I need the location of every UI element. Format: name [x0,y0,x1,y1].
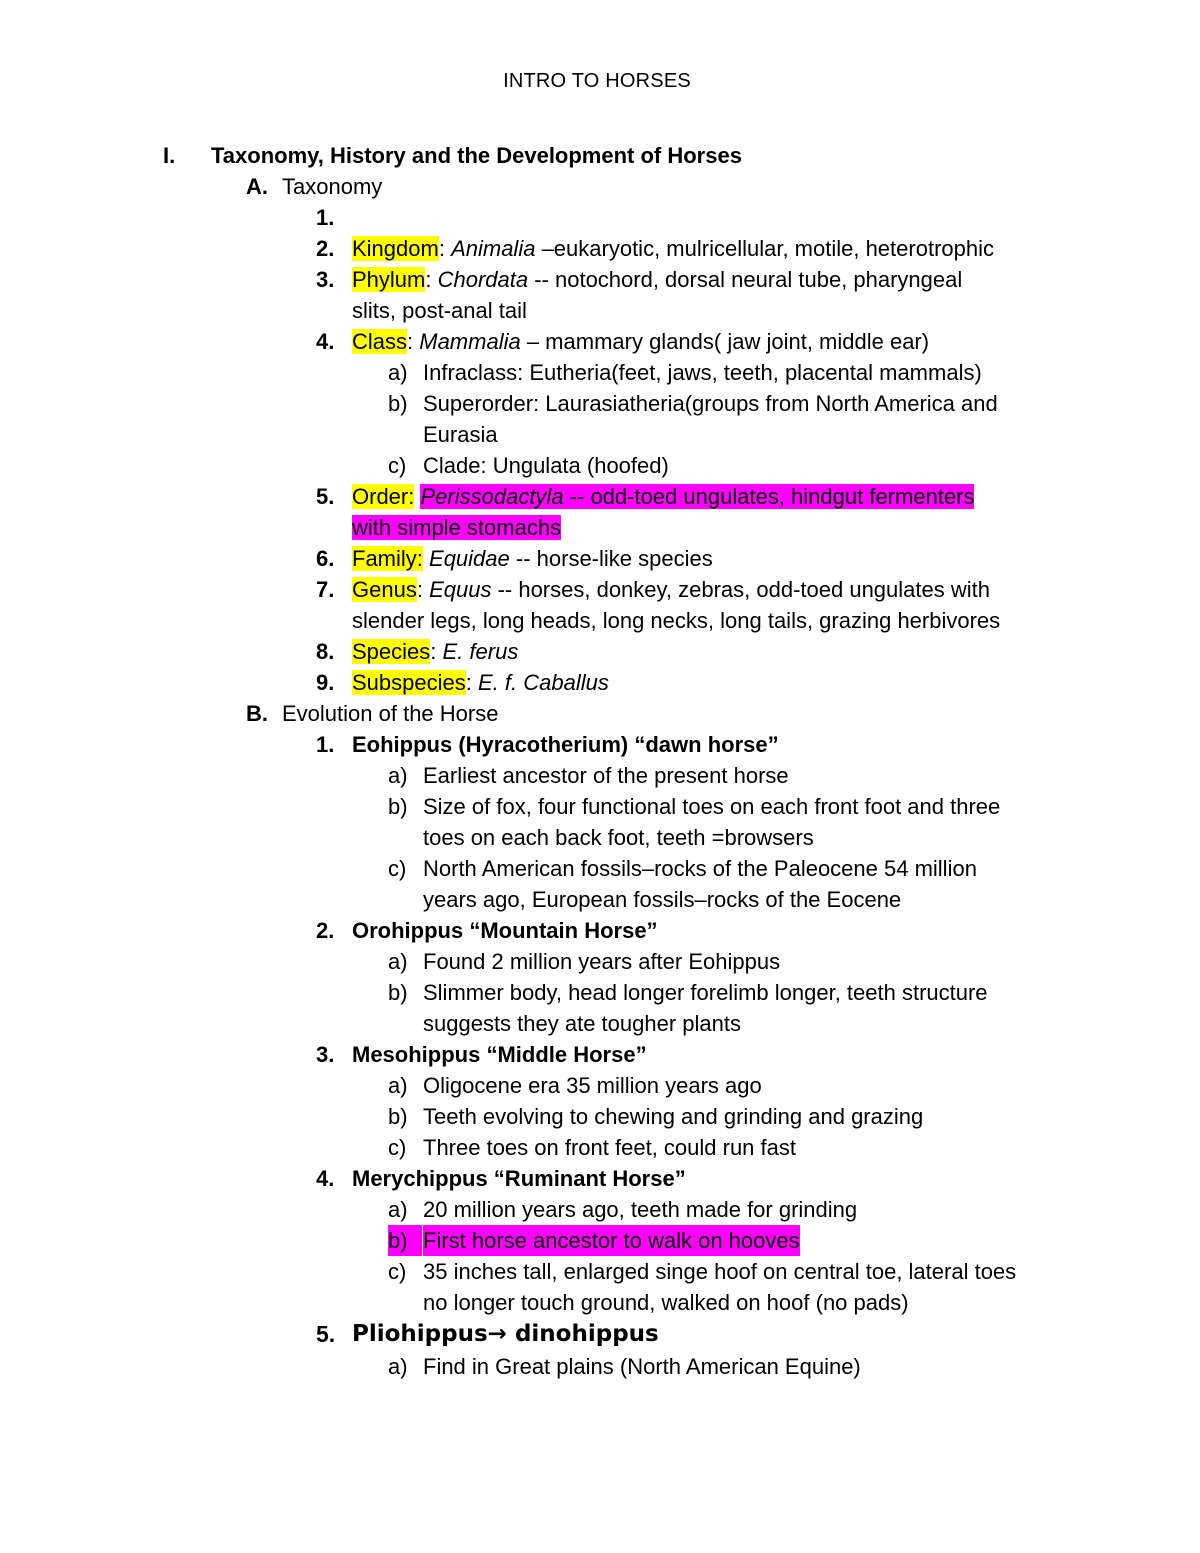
number-marker: 9. [316,670,335,695]
list-item-pliohippus [0,1318,1200,1351]
sub-item-text: Infraclass: Eutheria(feet, jaws, teeth, placental mammals) [423,360,982,385]
number-marker: 8. [316,639,335,664]
sub-item [0,760,1200,791]
sub-item [0,791,1200,822]
rank-label: Order: [352,484,415,509]
separator: : [430,639,443,664]
sub-item-text: Clade: Ungulata (hoofed) [423,453,669,478]
sub-item-continuation [0,884,1200,915]
sub-item-continuation [0,1287,1200,1318]
description: slits, post-anal tail [352,298,527,323]
letter-marker: c) [388,453,407,478]
rank-label: Phylum [352,267,426,292]
list-item-text [352,636,518,667]
number-marker: 1. [316,732,335,757]
sub-item-text: Slimmer body, head longer forelimb longer, teeth structure [423,980,988,1005]
sub-item-continuation [0,419,1200,450]
description: -- horses, donkey, zebras, odd-toed ungulates with [491,577,990,602]
sub-item-text: suggests they ate tougher plants [423,1011,741,1036]
sub-item-text: toes on each back foot, teeth =browsers [423,825,814,850]
number-marker: 3. [316,267,335,292]
subsection-title: Taxonomy [282,174,383,199]
number-marker: 4. [316,1166,335,1191]
separator: : [465,670,478,695]
rank-label: Genus [352,577,417,602]
sub-item [0,450,1200,481]
sub-item-text: Superorder: Laurasiatheria(groups from North America and [423,391,998,416]
description: with simple stomachs [352,515,562,540]
latin-name: Chordata [437,267,529,292]
letter-marker: a) [388,1354,408,1379]
sub-item-text: years ago, European fossils–rocks of the Eocene [423,887,902,912]
separator: : [438,236,452,261]
sub-item-text: First horse ancestor to walk on hooves [423,1225,800,1256]
sub-item-text: Eurasia [423,422,498,447]
sub-item-text: Three toes on front feet, could run fast [423,1135,796,1160]
letter-marker: a) [388,1197,408,1222]
list-item-text [352,233,994,264]
latin-name: E. f. Caballus [477,670,609,695]
list-item-text: Merychippus “Ruminant Horse” [352,1166,686,1191]
letter-marker: a) [388,949,408,974]
list-item-eohippus [0,729,1200,760]
list-item-text [352,481,974,512]
rank-label: Species [352,639,431,664]
letter-marker: b) [388,980,408,1005]
sub-item [0,1101,1200,1132]
list-item-kingdom [0,233,1200,264]
document-title: INTRO TO HORSES [503,70,691,92]
list-item-class [0,326,1200,357]
latin-name: Equus [429,577,492,602]
latin-name: E. ferus [442,639,519,664]
sub-item [0,946,1200,977]
sub-item-text: Size of fox, four functional toes on each front foot and three [423,794,1001,819]
list-item-text [352,264,962,295]
description: –eukaryotic, mulricellular, motile, heterotrophic [535,236,994,261]
rank-label: Family: [352,546,423,571]
list-item-text: Pliohippus→ dinohippus [352,1321,659,1347]
letter-marker: B. [246,701,268,726]
letter-marker: b) [388,1104,408,1129]
letter-marker: a) [388,763,408,788]
list-item [0,202,1200,233]
latin-name: Mammalia [419,329,521,354]
list-item-continuation [0,605,1200,636]
list-item-family [0,543,1200,574]
roman-marker: I. [163,143,176,168]
sub-item-text: 35 inches tall, enlarged singe hoof on central toe, lateral toes [423,1259,1017,1284]
subsection-heading [0,698,1200,729]
list-item-text [352,574,990,605]
list-item-text: Orohippus “Mountain Horse” [352,918,658,943]
rank-label: Subspecies [352,670,466,695]
letter-marker: b) [388,391,408,416]
number-marker: 5. [316,484,335,509]
latin-name: Perissodactyla [420,484,564,509]
rank-label: Kingdom [352,236,439,261]
sub-item-continuation [0,822,1200,853]
sub-item [0,1070,1200,1101]
sub-item-text: Oligocene era 35 million years ago [423,1073,762,1098]
description: slender legs, long heads, long necks, long tails, grazing herbivores [352,608,1001,633]
list-item-genus [0,574,1200,605]
sub-item [0,853,1200,884]
letter-marker: c) [388,856,407,881]
sub-item [0,1194,1200,1225]
description: -- notochord, dorsal neural tube, pharyngeal [528,267,963,292]
section-title: Taxonomy, History and the Development of Horses [211,143,742,168]
separator: : [407,329,420,354]
separator: : [425,267,438,292]
description: -- odd-toed ungulates, hindgut fermenters [563,484,975,509]
sub-item [0,357,1200,388]
sub-item-text: Teeth evolving to chewing and grinding and grazing [423,1104,924,1129]
description: – mammary glands( jaw joint, middle ear) [520,329,930,354]
list-item-text [352,667,609,698]
sub-item-text: Earliest ancestor of the present horse [423,763,789,788]
sub-item-text: 20 million years ago, teeth made for grinding [423,1197,858,1222]
list-item-text [352,326,929,357]
number-marker: 2. [316,236,335,261]
number-marker: 6. [316,546,335,571]
subsection-heading [0,171,1200,202]
letter-marker: a) [388,1073,408,1098]
number-marker: 4. [316,329,335,354]
section-heading [0,140,1200,171]
list-item-continuation [0,512,1200,543]
list-item-orohippus [0,915,1200,946]
sub-item-continuation [0,1008,1200,1039]
list-item-text: Mesohippus “Middle Horse” [352,1042,647,1067]
list-item-text [352,543,713,574]
sub-item [0,1132,1200,1163]
list-item-continuation [0,295,1200,326]
sub-item [0,1256,1200,1287]
list-item-merychippus [0,1163,1200,1194]
list-item-text: Eohippus (Hyracotherium) “dawn horse” [352,732,779,757]
sub-item-text: no longer touch ground, walked on hoof (no pads) [423,1290,909,1315]
pink-highlight [420,484,974,509]
latin-name: Equidae [429,546,510,571]
number-marker: 2. [316,918,335,943]
number-marker: 5. [316,1321,336,1347]
list-item-order [0,481,1200,512]
sub-item-text: North American fossils–rocks of the Paleocene 54 million [423,856,977,881]
separator: : [416,577,430,602]
list-item-species [0,636,1200,667]
description: -- horse-like species [509,546,713,571]
number-marker: 3. [316,1042,335,1067]
letter-marker: b) [388,794,408,819]
sub-item-text: Found 2 million years after Eohippus [423,949,781,974]
outline [0,140,1200,1382]
sub-item [0,1351,1200,1382]
letter-marker: a) [388,360,408,385]
subsection-title: Evolution of the Horse [282,701,499,726]
list-item-phylum [0,264,1200,295]
number-marker: 1. [316,205,335,230]
letter-marker: c) [388,1135,407,1160]
rank-label: Class [352,329,408,354]
letter-marker: c) [388,1259,407,1284]
letter-marker: A. [246,174,268,199]
sub-item-text: Find in Great plains (North American Equine) [423,1354,861,1379]
sub-item-highlighted [0,1225,1200,1256]
latin-name: Animalia [451,236,536,261]
letter-marker: b) [388,1225,422,1256]
number-marker: 7. [316,577,335,602]
list-item-mesohippus [0,1039,1200,1070]
sub-item [0,977,1200,1008]
list-item-subspecies [0,667,1200,698]
sub-item [0,388,1200,419]
